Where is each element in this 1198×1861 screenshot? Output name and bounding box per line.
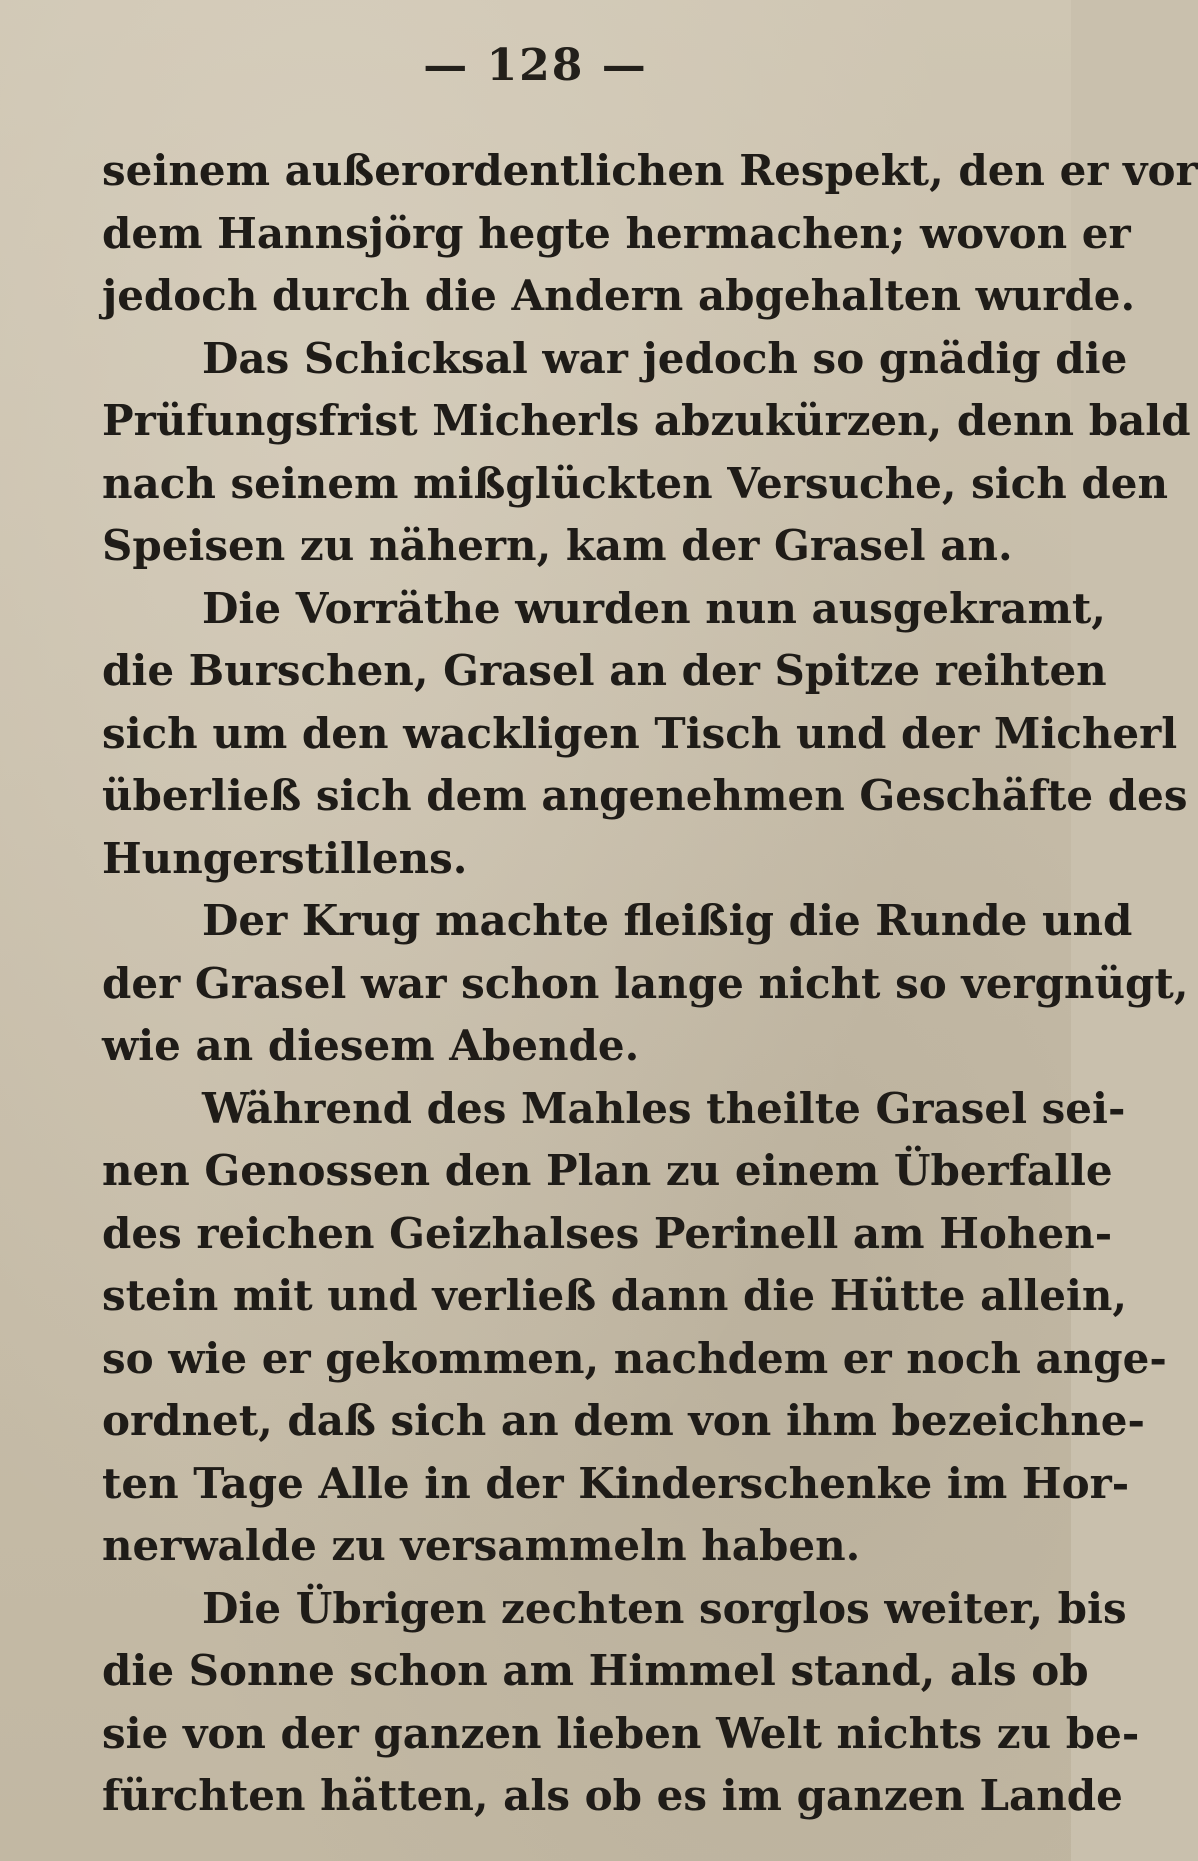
text-line: ten Tage Alle in der Kinderschenke im Hor- xyxy=(102,1458,1130,1508)
text-line: der Grasel war schon lange nicht so vergnügt, xyxy=(102,958,1189,1008)
text-line: sie von der ganzen lieben Welt nichts zu be- xyxy=(102,1708,1140,1758)
text-line: nach seinem mißglückten Versuche, sich den xyxy=(102,458,1169,508)
text-line: Der Krug machte fleißig die Runde und xyxy=(202,896,1133,945)
text-line: sich um den wackligen Tisch und der Micherl xyxy=(102,708,1178,758)
text-line: die Burschen, Grasel an der Spitze reihten xyxy=(102,646,1107,695)
text-line: fürchten hätten, als ob es im ganzen Lande xyxy=(102,1771,1123,1820)
text-line: überließ sich dem angenehmen Geschäfte des xyxy=(102,771,1188,820)
body-text xyxy=(102,140,1198,1828)
text-line: Prüfungsfrist Micherls abzukürzen, denn bald xyxy=(102,396,1191,445)
text-line: nen Genossen den Plan zu einem Überfalle xyxy=(102,1146,1113,1195)
page-number: — 128 — xyxy=(423,40,648,91)
text-line: die Sonne schon am Himmel stand, als ob xyxy=(102,1646,1089,1695)
text-line: wie an diesem Abende. xyxy=(102,1021,640,1070)
text-line: nerwalde zu versammeln haben. xyxy=(102,1521,861,1570)
text-line: Während des Mahles theilte Grasel sei- xyxy=(202,1083,1126,1133)
text-line: Das Schicksal war jedoch so gnädig die xyxy=(202,333,1128,383)
text-line: Die Übrigen zechten sorglos weiter, bis xyxy=(202,1583,1127,1633)
text-line: so wie er gekommen, nachdem er noch ange- xyxy=(102,1333,1167,1383)
text-line: Hungerstillens. xyxy=(102,833,468,883)
text-line: Die Vorräthe wurden nun ausgekramt, xyxy=(202,583,1106,633)
text-line: seinem außerordentlichen Respekt, den er vor xyxy=(102,146,1198,195)
text-line: dem Hannsjörg hegte hermachen; wovon er xyxy=(102,208,1131,258)
text-line: stein mit und verließ dann die Hütte allein, xyxy=(102,1271,1128,1320)
text-line: des reichen Geizhalses Perinell am Hohen- xyxy=(102,1208,1113,1258)
text-line: jedoch durch die Andern abgehalten wurde. xyxy=(102,271,1136,320)
text-line: Speisen zu nähern, kam der Grasel an. xyxy=(102,521,1013,570)
text-line: ordnet, daß sich an dem von ihm bezeichne- xyxy=(102,1396,1145,1445)
